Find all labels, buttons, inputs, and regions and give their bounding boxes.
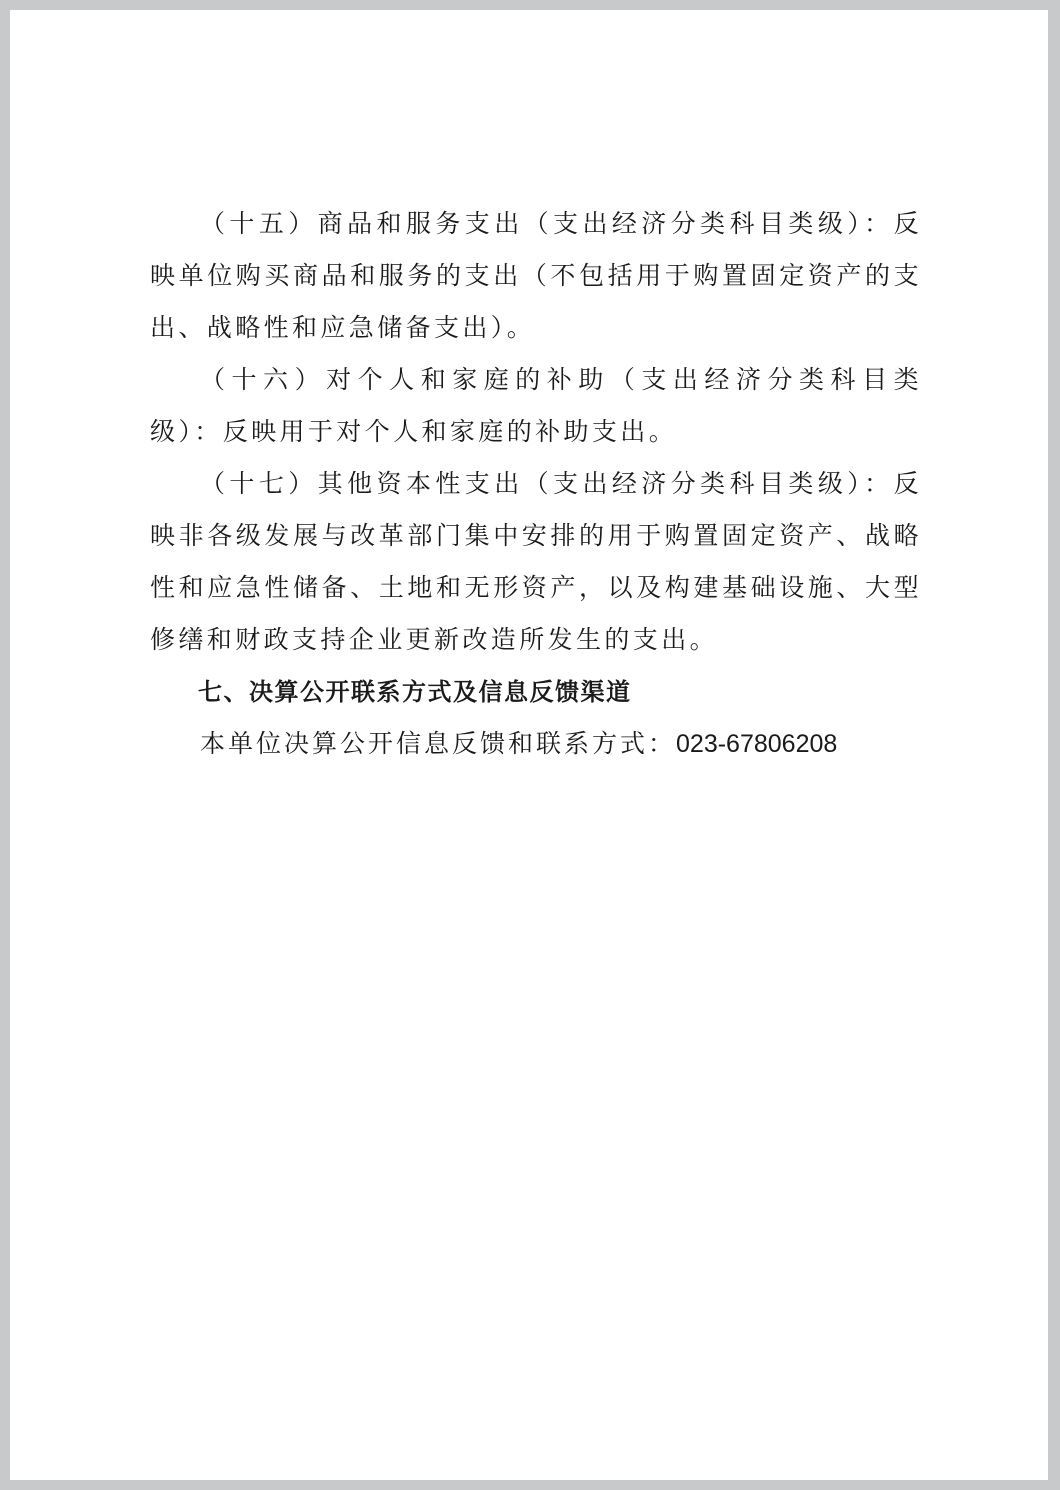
contact-line xyxy=(150,718,922,770)
document-page xyxy=(10,10,1048,1480)
paragraph-goods-and-services: （十五）商品和服务支出（支出经济分类科目类级）：反映单位购买商品和服务的支出（不包括用于购置固定资产的支出、战略性和应急储备支出）。 xyxy=(150,209,922,342)
contact-phone: 023-67806208 xyxy=(676,730,838,758)
section-heading: 七、决算公开联系方式及信息反馈渠道 xyxy=(198,678,632,706)
document-body xyxy=(150,198,922,770)
paragraph-household-subsidies: （十六）对个人和家庭的补助（支出经济分类科目类级）：反映用于对个人和家庭的补助支出。 xyxy=(150,365,922,446)
paragraph-other-capital-expenditure: （十七）其他资本性支出（支出经济分类科目类级）：反映非各级发展与改革部门集中安排的用于购置固定资产、战略性和应急性储备、土地和无形资产，以及构建基础设施、大型修缮和财政支持企业更新改造所发生的支出。 xyxy=(150,469,922,654)
contact-label: 本单位决算公开信息反馈和联系方式： xyxy=(200,729,677,758)
